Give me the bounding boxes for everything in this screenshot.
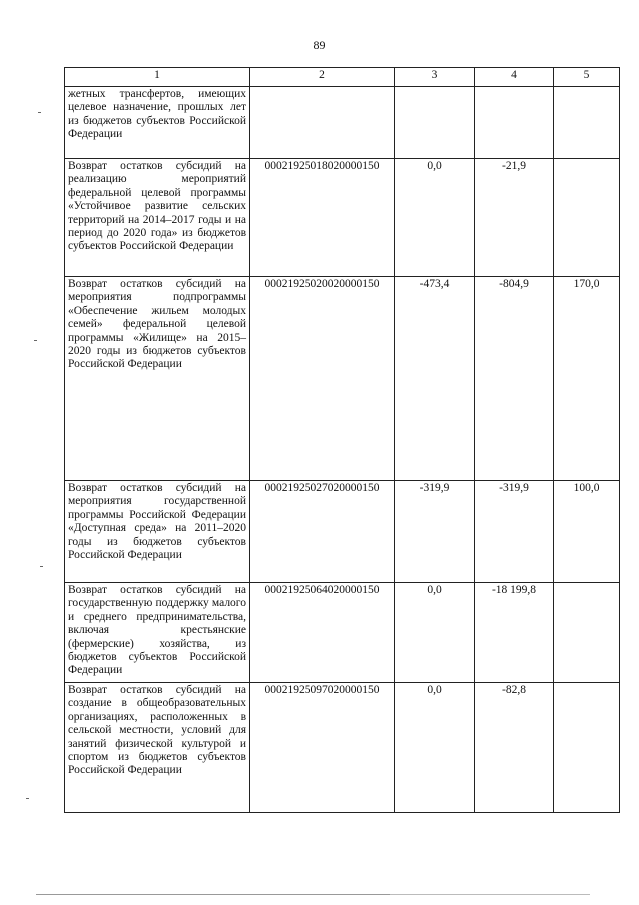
scan-mark	[26, 798, 29, 799]
column-header-3: 3	[395, 68, 475, 87]
row-col5: 170,0	[554, 277, 620, 481]
row-col3: 0,0	[395, 159, 475, 277]
table-row	[65, 683, 620, 813]
row-col5	[554, 159, 620, 277]
row-description: жетных трансфертов, имеющих целевое назначение, прошлых лет из бюджетов субъектов Российской Федерации	[65, 87, 250, 159]
row-description: Возврат остатков субсидий на мероприятия государственной программы Российской Федерации «Доступная среда» на 2011–2020 годы из бюджетов субъектов Российской Федерации	[65, 481, 250, 583]
table-row	[65, 277, 620, 481]
table-header-row	[65, 68, 620, 87]
table-row	[65, 583, 620, 683]
column-header-4: 4	[475, 68, 554, 87]
row-col5	[554, 87, 620, 159]
row-code: 00021925064020000150	[250, 583, 395, 683]
row-col4: -319,9	[475, 481, 554, 583]
row-col3: -319,9	[395, 481, 475, 583]
column-header-1: 1	[65, 68, 250, 87]
page-number: 89	[313, 38, 326, 52]
row-col3	[395, 87, 475, 159]
row-col4: -21,9	[475, 159, 554, 277]
table-row	[65, 87, 620, 159]
row-col3: -473,4	[395, 277, 475, 481]
row-col4	[475, 87, 554, 159]
row-col5	[554, 583, 620, 683]
row-code: 00021925027020000150	[250, 481, 395, 583]
row-col5	[554, 683, 620, 813]
scan-mark	[38, 112, 41, 113]
scan-edge-line	[390, 894, 590, 895]
row-description: Возврат остатков субсидий на создание в общеобразовательных организациях, расположенных в сельской местности, условий для занятий физической культурой и спортом из бюджетов субъектов Российской Федерации	[65, 683, 250, 813]
row-code	[250, 87, 395, 159]
scan-edge-line	[36, 894, 416, 895]
scan-mark	[40, 566, 43, 567]
row-col5: 100,0	[554, 481, 620, 583]
row-code: 00021925020020000150	[250, 277, 395, 481]
table-row	[65, 159, 620, 277]
table-row	[65, 481, 620, 583]
column-header-5: 5	[554, 68, 620, 87]
row-description: Возврат остатков субсидий на реализацию мероприятий федеральной целевой программы «Устойчивое развитие сельских территорий на 2014–2017 годы и на период до 2020 года» из бюджетов субъектов Российской Федерации	[65, 159, 250, 277]
row-col3: 0,0	[395, 583, 475, 683]
budget-table	[64, 67, 620, 813]
row-col4: -804,9	[475, 277, 554, 481]
row-col4: -18 199,8	[475, 583, 554, 683]
row-code: 00021925097020000150	[250, 683, 395, 813]
row-col4: -82,8	[475, 683, 554, 813]
row-col3: 0,0	[395, 683, 475, 813]
row-code: 00021925018020000150	[250, 159, 395, 277]
column-header-2: 2	[250, 68, 395, 87]
scan-mark	[34, 340, 37, 341]
row-description: Возврат остатков субсидий на мероприятия подпрограммы «Обеспечение жильем молодых семей» федеральной целевой программы «Жилище» на 2015–2020 годы из бюджетов субъектов Российской Федерации	[65, 277, 250, 481]
row-description: Возврат остатков субсидий на государственную поддержку малого и среднего предпринимательства, включая крестьянские (фермерские) хозяйства, из бюджетов субъектов Российской Федерации	[65, 583, 250, 683]
